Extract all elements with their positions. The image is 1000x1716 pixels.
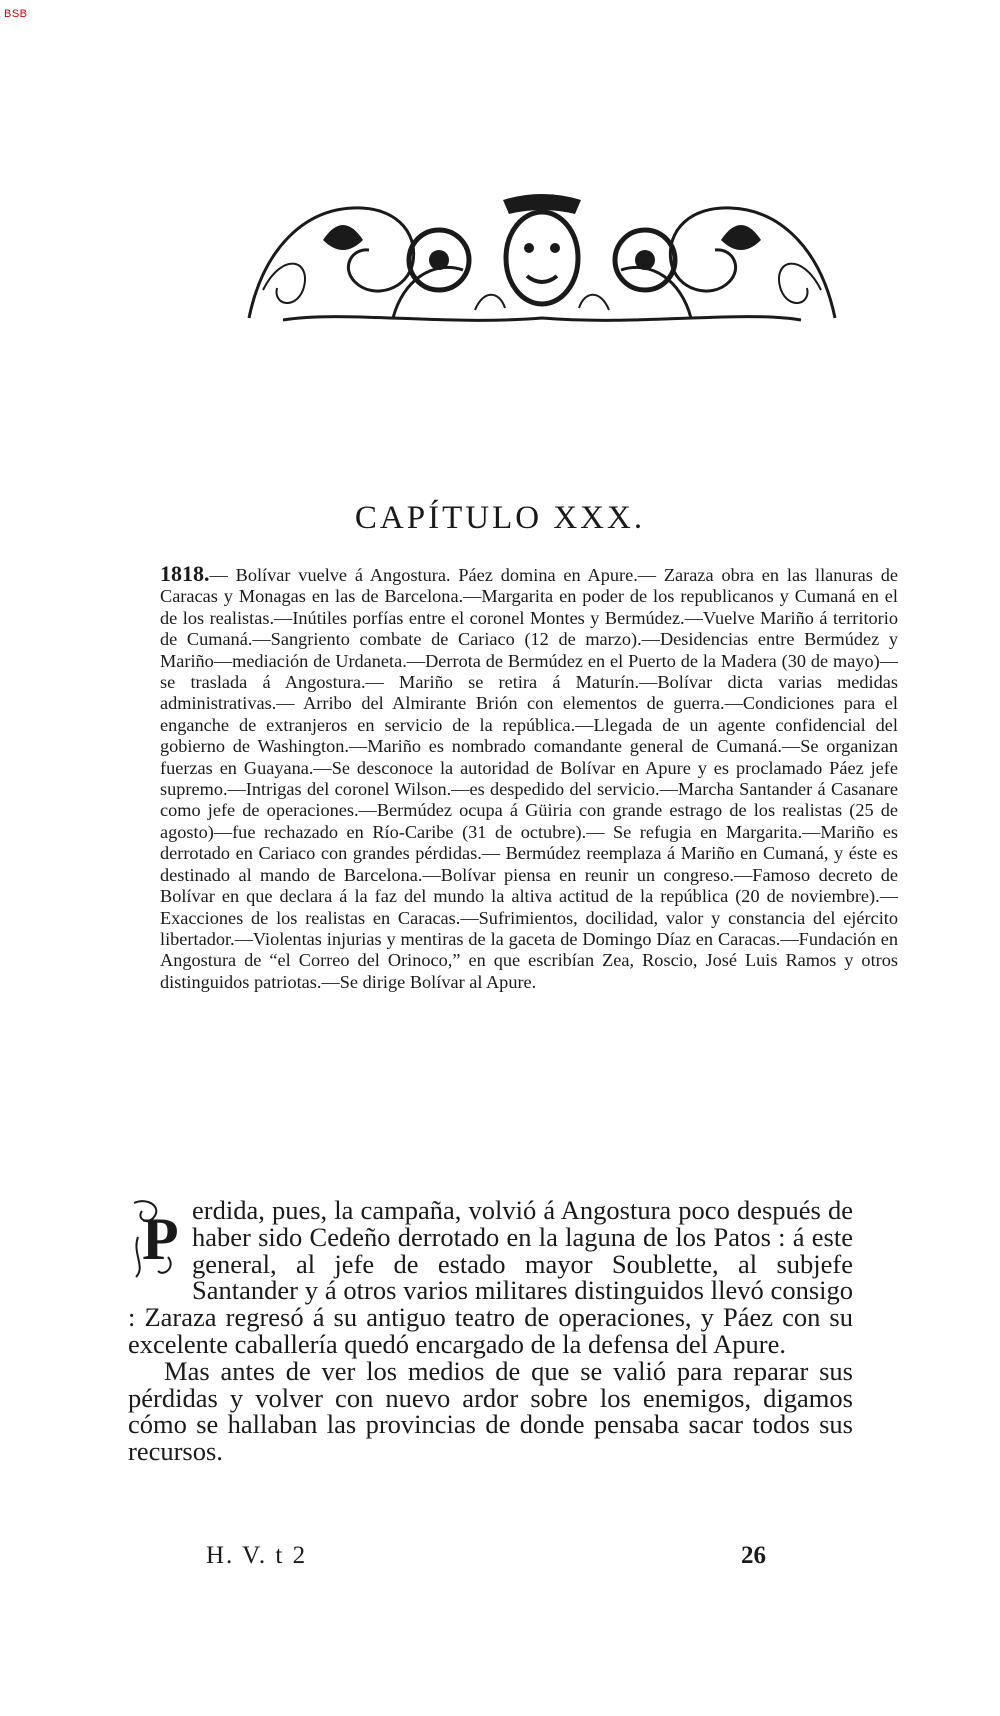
paragraph <box>128 1355 853 1467</box>
summary-year: 1818. <box>160 561 210 586</box>
chapter-title: CAPÍTULO XXX. <box>354 500 646 536</box>
paragraph-text: Mas antes de ver los medios de que se valió para reparar sus pérdidas y volver con nuevo ardor sobre los enemigos, digamos cómo se hallaban las provincias de donde pensaba sacar todos sus recursos. <box>128 1355 853 1467</box>
chapter-summary <box>160 563 898 993</box>
printer-signature: H. V. t 2 <box>206 1542 308 1569</box>
paragraph <box>128 1197 853 1358</box>
paragraph-text: erdida, pues, la campaña, volvió á Angostura poco después de haber sido Cedeño derrotado en la laguna de los Patos : á este general, al jefe de estado mayor Soublette, al subjefe Santander y á otros varios militares distinguidos llevó consigo : Zaraza regresó á su antiguo teatro de operaciones, y Páez con su excelente caballería quedó encargado de la defensa del Apure. <box>128 1195 853 1359</box>
dropcap-letter: P <box>142 1206 179 1272</box>
page-number: 26 <box>741 1542 766 1569</box>
dropcap <box>128 1197 186 1281</box>
library-stamp: BSB <box>4 8 28 20</box>
summary-text: — Bolívar vuelve á Angostura. Páez domina en Apure.— Zaraza obra en las llanuras de Caracas y Monagas en las de Barcelona.—Margarita en poder de los republicanos y Cumaná en el de los realistas.—Inútiles porfías entre el coronel Montes y Bermúdez.—Vuelve Mariño á territorio de Cumaná.—Sangriento combate de Cariaco (12 de marzo).—Desidencias entre Bermúdez y Mariño—mediación de Urdaneta.—Derrota de Bermúdez en el Puerto de la Madera (30 de mayo)—se traslada á Angostura.— Mariño se retira á Maturín.—Bolívar dicta varias medidas administrativas.— Arribo del Almirante Brión con elementos de guerra.—Condiciones para el enganche de extranjeros en servicio de la república.—Llegada de un agente confidencial del gobierno de Washington.—Mariño es nombrado comandante general de Cumaná.—Se organizan fuerzas en Guayana.—Se desconoce la autoridad de Bolívar en Apure y es proclamado Páez jefe supremo.—Intrigas del coronel Wilson.—es despedido del servicio.—Marcha Santander á Casanare como jefe de operaciones.—Bermúdez ocupa á Güiria con grande estrago de los realistas (25 de agosto)—fue rechazado en Río-Caribe (31 de octubre).— Se refugia en Margarita.—Mariño es derrotado en Cariaco con grandes pérdidas.— Bermúdez reemplaza á Mariño en Cumaná, y éste es destinado al mando de Barcelona.—Bolívar piensa en reunir un congreso.—Famoso decreto de Bolívar en que declara á la faz del mundo la altiva actitud de la república (20 de noviembre).—Exacciones de los realistas en Caracas.—Sufrimientos, docilidad, valor y constancia del ejército libertador.—Violentas injurias y mentiras de la gaceta de Domingo Díaz en Caracas.—Fundación en Angostura de “el Correo del Orinoco,” en que escribían Zea, Roscio, José Luis Ramos y otros distinguidos patriotas.—Se dirige Bolívar al Apure. <box>160 565 898 992</box>
ornamental-headpiece <box>243 190 841 332</box>
chapter-body <box>128 1197 853 1465</box>
